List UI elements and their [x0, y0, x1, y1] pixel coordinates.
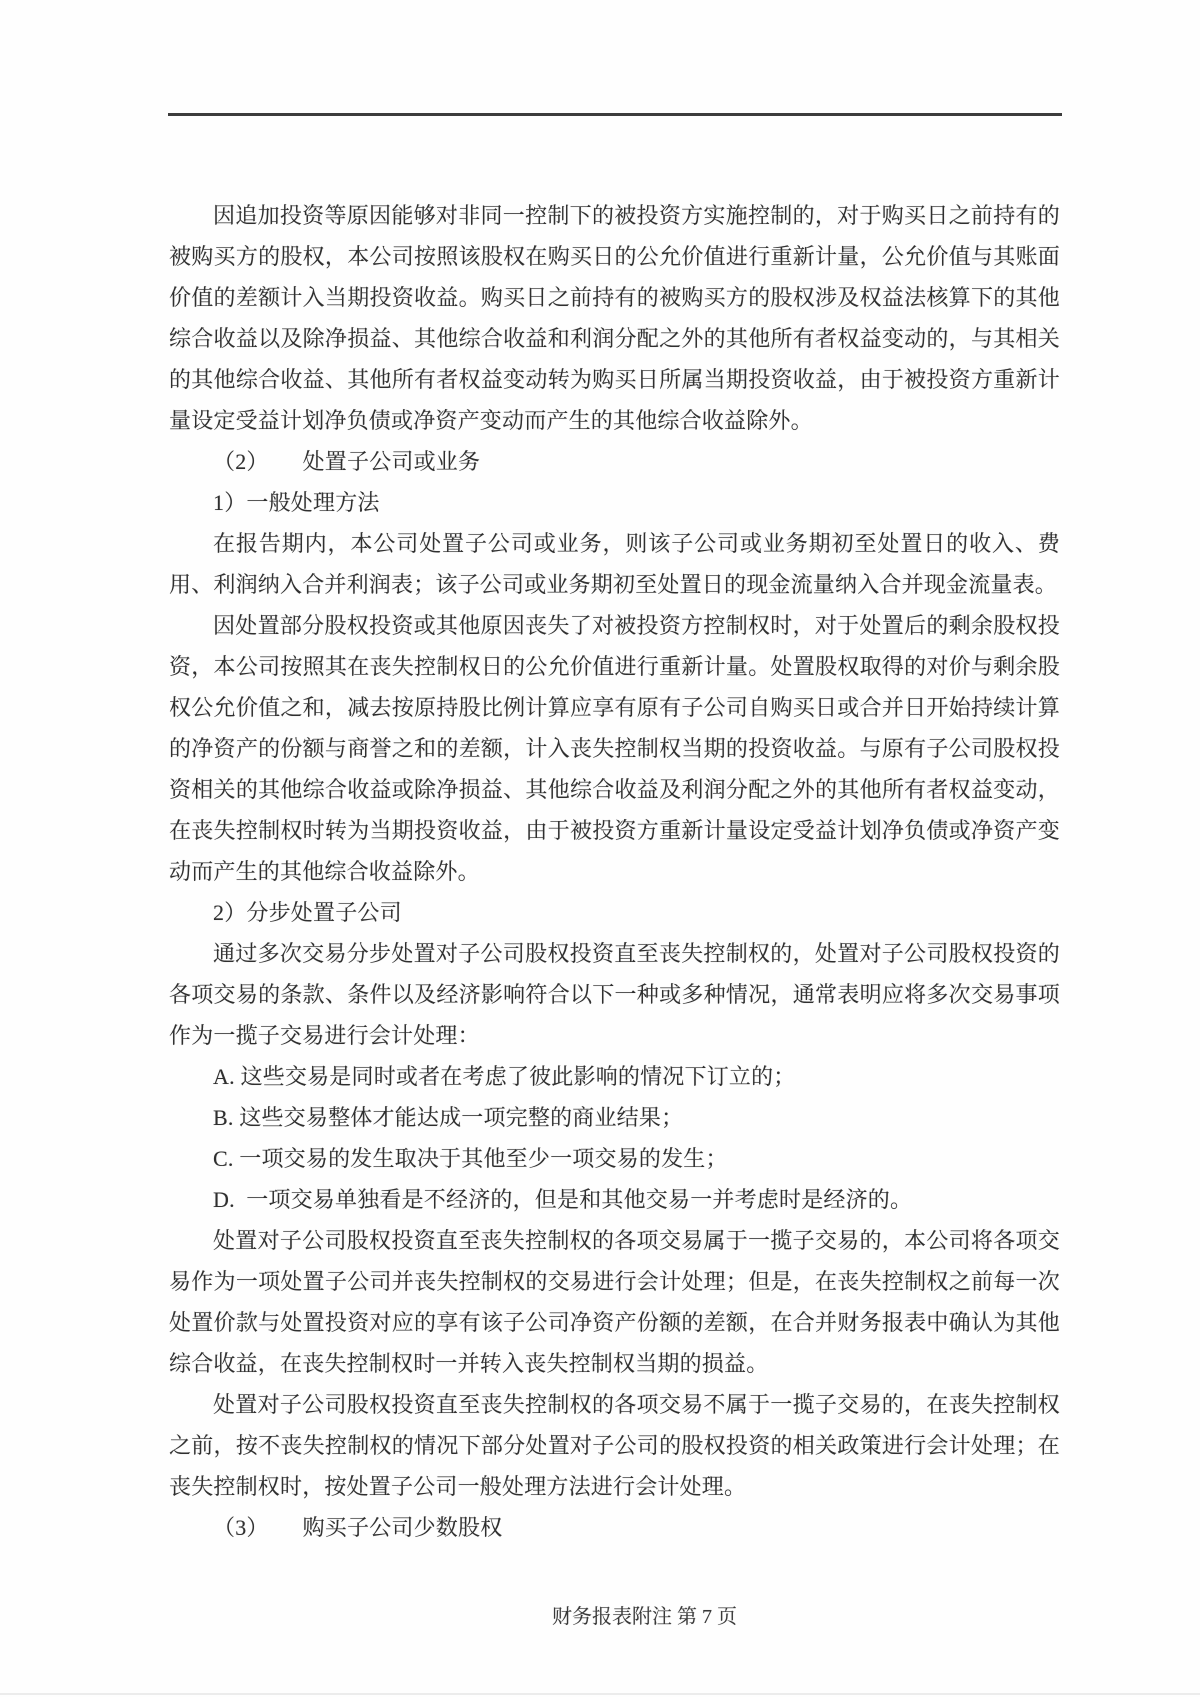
subheading-general-method: 1）一般处理方法: [213, 490, 380, 515]
paragraph-loss-of-control: 因处置部分股权投资或其他原因丧失了对被投资方控制权时，对于处置后的剩余股权投资，本公司按照其在丧失控制权日的公允价值进行重新计量。处置股权取得的对价与剩余股权公允价值之和，减去按原持股比例计算应享有原有子公司自购买日或合并日开始持续计算的净资产的份额与商誉之和的差额，计入丧失控制权当期的投资收益。与原有子公司股权投资相关的其他综合收益或除净损益、其他综合收益及利润分配之外的其他所有者权益变动，在丧失控制权时转为当期投资收益，由于被投资方重新计量设定受益计划净负债或净资产变动而产生的其他综合收益除外。: [169, 613, 1060, 884]
section-title: 处置子公司或业务: [302, 449, 481, 474]
paragraph-reporting-period: 在报告期内，本公司处置子公司或业务，则该子公司或业务期初至处置日的收入、费用、利润纳入合并利润表；该子公司或业务期初至处置日的现金流量纳入合并现金流量表。: [169, 531, 1060, 597]
list-item-a: A. 这些交易是同时或者在考虑了彼此影响的情况下订立的；: [213, 1064, 796, 1089]
list-item-c: C. 一项交易的发生取决于其他至少一项交易的发生；: [213, 1146, 728, 1171]
header-rule: [168, 113, 1062, 116]
scan-bottom-edge: [0, 1693, 1200, 1695]
list-item-d: D. 一项交易单独看是不经济的，但是和其他交易一并考虑时是经济的。: [213, 1187, 913, 1212]
paragraph-basket-transaction: 处置对子公司股权投资直至丧失控制权的各项交易属于一揽子交易的，本公司将各项交易作为一项处置子公司并丧失控制权的交易进行会计处理；但是，在丧失控制权之前每一次处置价款与处置投资对应的享有该子公司净资产份额的差额，在合并财务报表中确认为其他综合收益，在丧失控制权时一并转入丧失控制权当期的损益。: [169, 1228, 1060, 1376]
section-number: （3）: [213, 1515, 269, 1540]
footer-text: 财务报表附注 第 7 页: [552, 1606, 737, 1628]
section-heading-disposal: [169, 441, 1060, 482]
subheading-stepwise-disposal: 2）分步处置子公司: [213, 900, 402, 925]
section-number: （2）: [213, 449, 269, 474]
paragraph-non-basket-transaction: 处置对子公司股权投资直至丧失控制权的各项交易不属于一揽子交易的，在丧失控制权之前，按不丧失控制权的情况下部分处置对子公司的股权投资的相关政策进行会计处理；在丧失控制权时，按处置子公司一般处理方法进行会计处理。: [169, 1392, 1060, 1499]
page-footer: [169, 1563, 1060, 1671]
paragraph-multiple-transactions: 通过多次交易分步处置对子公司股权投资直至丧失控制权的，处置对子公司股权投资的各项交易的条款、条件以及经济影响符合以下一种或多种情况，通常表明应将多次交易事项作为一揽子交易进行会计处理：: [169, 941, 1060, 1048]
document-body: [169, 195, 1060, 1548]
section-heading-minority-equity: [169, 1507, 1060, 1548]
section-title: 购买子公司少数股权: [302, 1515, 503, 1540]
list-item-b: B. 这些交易整体才能达成一项完整的商业结果；: [213, 1105, 684, 1130]
paragraph-additional-investment: 因追加投资等原因能够对非同一控制下的被投资方实施控制的，对于购买日之前持有的被购买方的股权，本公司按照该股权在购买日的公允价值进行重新计量，公允价值与其账面价值的差额计入当期投资收益。购买日之前持有的被购买方的股权涉及权益法核算下的其他综合收益以及除净损益、其他综合收益和利润分配之外的其他所有者权益变动的，与其相关的其他综合收益、其他所有者权益变动转为购买日所属当期投资收益，由于被投资方重新计量设定受益计划净负债或净资产变动而产生的其他综合收益除外。: [169, 203, 1060, 433]
